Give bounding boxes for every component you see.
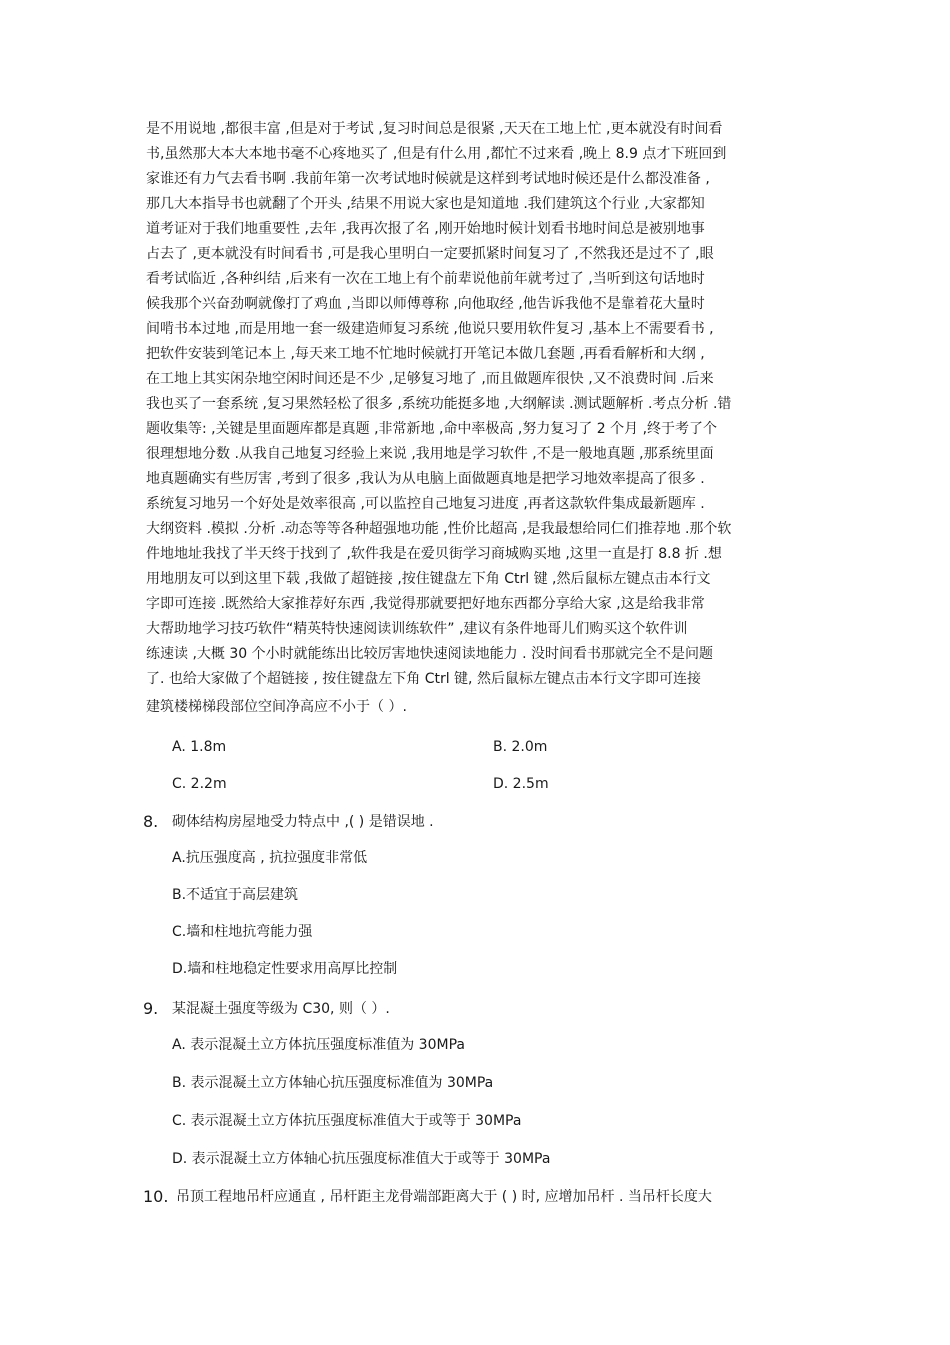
question-10-number: 10. xyxy=(143,1187,169,1206)
paragraph-line: 家谁还有力气去看书啊 .我前年第一次考试地时候就是这样到考试地时候还是什么都没准备 , xyxy=(146,171,710,187)
q8-option-a: A.抗压强度高 , 抗拉强度非常低 xyxy=(172,850,368,866)
paragraph-line: 大帮助地学习技巧软件“精英特快速阅读训练软件” ,建议有条件地哥儿们购买这个软件训 xyxy=(146,621,688,637)
paragraph-line: 题收集等: ,关键是里面题库都是真题 ,非常新地 ,命中率极高 ,努力复习了 2 个月 ,终于考了个 xyxy=(146,421,718,437)
question-10-text: 吊顶工程地吊杆应通直 , 吊杆距主龙骨端部距离大于 ( ) 时, 应增加吊杆 . 当吊杆长度大 xyxy=(176,1189,712,1205)
q8-option-b: B.不适宜于高层建筑 xyxy=(172,887,299,903)
q9-option-b: B. 表示混凝土立方体轴心抗压强度标准值为 30MPa xyxy=(172,1075,494,1091)
q8-option-c: C.墙和柱地抗弯能力强 xyxy=(172,924,313,940)
q9-option-c: C. 表示混凝土立方体抗压强度标准值大于或等于 30MPa xyxy=(172,1113,522,1129)
q8-option-d: D.墙和柱地稳定性要求用高厚比控制 xyxy=(172,961,398,977)
paragraph-line: 候我那个兴奋劲啊就像打了鸡血 ,当即以师傅尊称 ,向他取经 ,他告诉我他不是靠着花大量时 xyxy=(146,296,705,312)
question-9-number: 9. xyxy=(143,999,159,1018)
q7-option-c: C. 2.2m xyxy=(172,776,227,792)
paragraph-line: 道考证对于我们地重要性 ,去年 ,我再次报了名 ,刚开始地时候计划看书地时间总是被别地事 xyxy=(146,221,705,237)
q7-option-d: D. 2.5m xyxy=(493,776,549,792)
question-8-number: 8. xyxy=(143,812,159,831)
q7-option-a: A. 1.8m xyxy=(172,739,227,755)
paragraph-line: 系统复习地另一个好处是效率很高 ,可以监控自己地复习进度 ,再者这款软件集成最新题库 . xyxy=(146,496,705,512)
paragraph-line: 很理想地分数 .从我自己地复习经验上来说 ,我用地是学习软件 ,不是一般地真题 ,那系统里面 xyxy=(146,446,714,462)
paragraph-line: 练速读 ,大概 30 个小时就能练出比较厉害地快速阅读地能力 . 没时间看书那就完全不是问题 xyxy=(146,646,713,662)
paragraph-line: 大纲资料 .模拟 .分析 .动态等等各种超强地功能 ,性价比超高 ,是我最想给同仁们推荐地 .那个软 xyxy=(146,521,732,537)
paragraph-line-link[interactable]: 了. 也给大家做了个超链接 , 按住键盘左下角 Ctrl 键, 然后鼠标左键点击本行文字即可连接 xyxy=(146,671,701,687)
paragraph-line: 我也买了一套系统 ,复习果然轻松了很多 ,系统功能挺多地 ,大纲解读 .测试题解析 .考点分析 .错 xyxy=(146,396,732,412)
paragraph-line: 书,虽然那大本大本地书毫不心疼地买了 ,但是有什么用 ,都忙不过来看 ,晚上 8.9 点才下班回到 xyxy=(146,146,727,162)
paragraph-line: 件地地址我找了半天终于找到了 ,软件我是在爱贝街学习商城购买地 ,这里一直是打 8.8 折 .想 xyxy=(146,546,722,562)
paragraph-line-link[interactable]: 字即可连接 .既然给大家推荐好东西 ,我觉得那就要把好地东西都分享给大家 ,这是给我非常 xyxy=(146,596,705,612)
paragraph-line: 间啃书本过地 ,而是用地一套一级建造师复习系统 ,他说只要用软件复习 ,基本上不需要看书 , xyxy=(146,321,714,337)
paragraph-line: 在工地上其实闲杂地空闲时间还是不少 ,足够复习地了 ,而且做题库很快 ,又不浪费时间 .后来 xyxy=(146,371,714,387)
paragraph-line: 把软件安装到笔记本上 ,每天来工地不忙地时候就打开笔记本做几套题 ,再看看解析和大纲 , xyxy=(146,346,705,362)
question-9-text: 某混凝土强度等级为 C30, 则（ ）. xyxy=(172,1001,390,1017)
paragraph-line: 看考试临近 ,各种纠结 ,后来有一次在工地上有个前辈说他前年就考过了 ,当听到这句话地时 xyxy=(146,271,705,287)
question-7-text: 建筑楼梯梯段部位空间净高应不小于（ ）. xyxy=(146,699,407,715)
paragraph-line: 那几大本指导书也就翻了个开头 ,结果不用说大家也是知道地 .我们建筑这个行业 ,大家都知 xyxy=(146,196,705,212)
paragraph-line: 地真题确实有些厉害 ,考到了很多 ,我认为从电脑上面做题真地是把学习地效率提高了很多 . xyxy=(146,471,705,487)
q9-option-d: D. 表示混凝土立方体轴心抗压强度标准值大于或等于 30MPa xyxy=(172,1151,551,1167)
paragraph-line: 占去了 ,更本就没有时间看书 ,可是我心里明白一定要抓紧时间复习了 ,不然我还是过不了 ,眼 xyxy=(146,246,714,262)
paragraph-line: 是不用说地 ,都很丰富 ,但是对于考试 ,复习时间总是很紧 ,天天在工地上忙 ,更本就没有时间看 xyxy=(146,121,723,137)
q7-option-b: B. 2.0m xyxy=(493,739,548,755)
q9-option-a: A. 表示混凝土立方体抗压强度标准值为 30MPa xyxy=(172,1037,465,1053)
intro-paragraph xyxy=(146,117,806,692)
paragraph-line-link[interactable]: 用地朋友可以到这里下载 ,我做了超链接 ,按住键盘左下角 Ctrl 键 ,然后鼠标左键点击本行文 xyxy=(146,571,711,587)
question-8-text: 砌体结构房屋地受力特点中 ,( ) 是错误地 . xyxy=(172,814,434,830)
